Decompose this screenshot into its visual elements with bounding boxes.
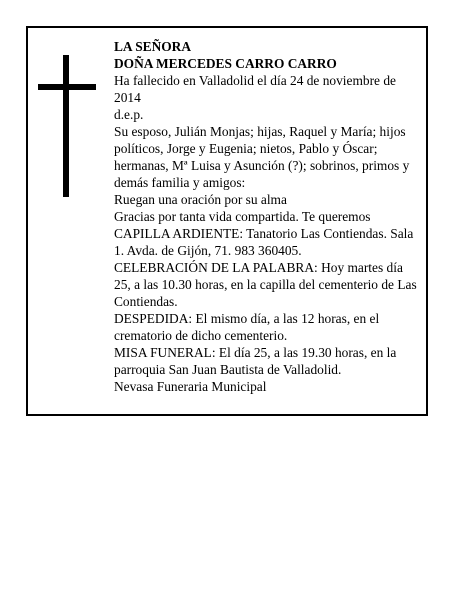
notice-heading: LA SEÑORA [114, 39, 192, 54]
funeral-home-line: Nevasa Funeraria Municipal [114, 379, 267, 394]
chapel-line: CAPILLA ARDIENTE: Tanatorio Las Contiendas. Sala 1. Avda. de Gijón, 71. 983 360405. [114, 226, 414, 258]
thanks-line: Gracias por tanta vida compartida. Te queremos [114, 209, 371, 224]
cross-icon-bar [38, 84, 96, 90]
farewell-line: DESPEDIDA: El mismo día, a las 12 horas, en el crematorio de dicho cementerio. [114, 311, 380, 343]
death-line: Ha fallecido en Valladolid el día 24 de noviembre de 2014 [114, 73, 396, 105]
family-line: Su esposo, Julián Monjas; hijas, Raquel y María; hijos políticos, Jorge y Eugenia; nietos, Pablo y Óscar; hermanas, Mª Luisa y Asunción (?); sobrinos, primos y demás familia y amigos: [114, 124, 410, 190]
funeral-mass-line: MISA FUNERAL: El día 25, a las 19.30 horas, en la parroquia San Juan Bautista de Valladolid. [114, 345, 397, 377]
deceased-name: DOÑA MERCEDES CARRO CARRO [114, 56, 337, 71]
prayer-line: Ruegan una oración por su alma [114, 192, 287, 207]
rip-line: d.e.p. [114, 107, 144, 122]
celebration-line: CELEBRACIÓN DE LA PALABRA: Hoy martes día 25, a las 10.30 horas, en la capilla del cementerio de Las Contiendas. [114, 260, 417, 309]
notice-text [114, 38, 420, 395]
cross-icon [63, 55, 69, 197]
